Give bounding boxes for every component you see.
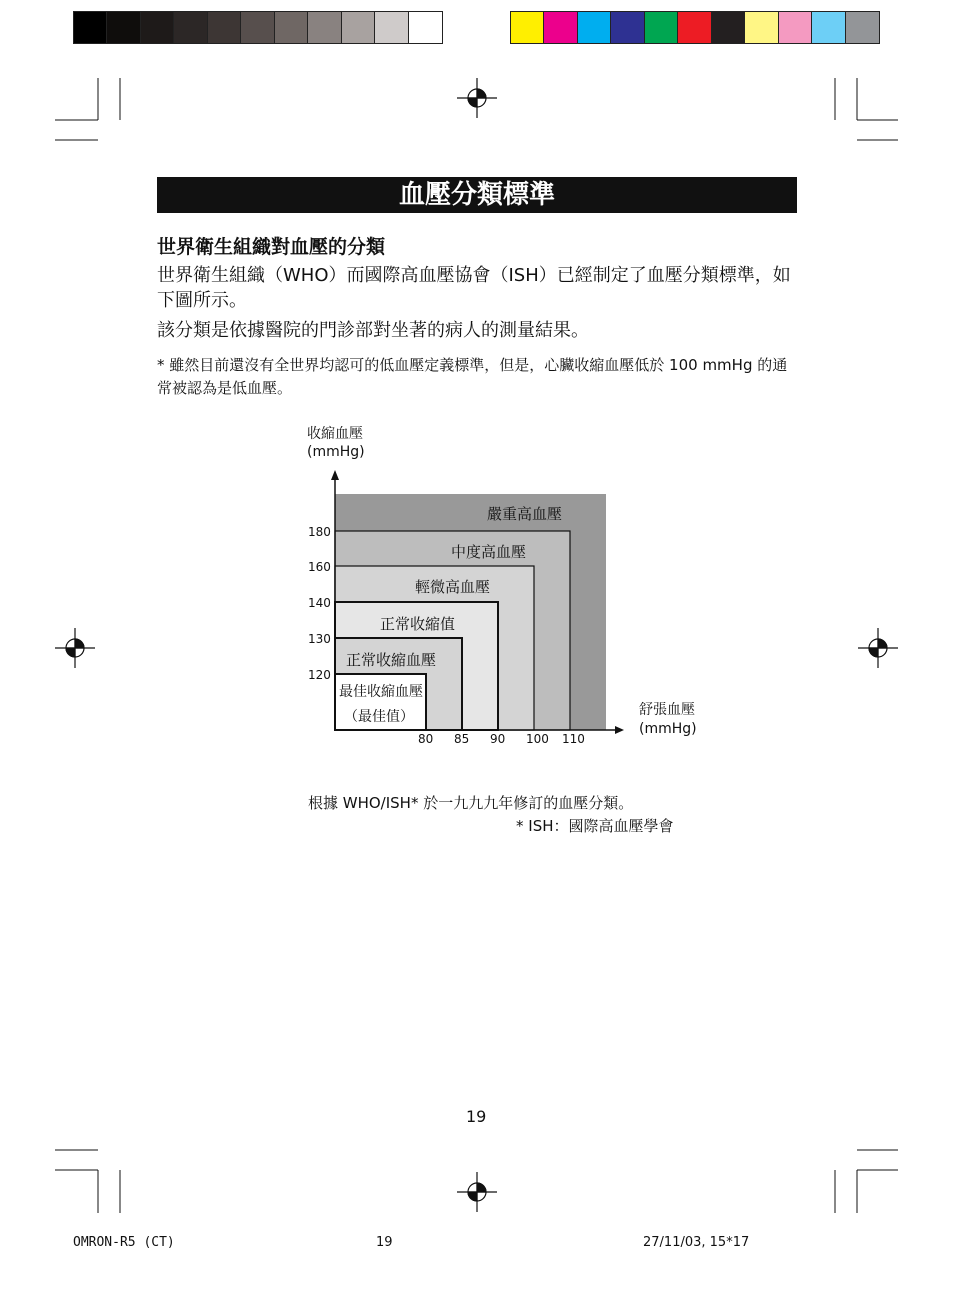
y-tick-label: 180 [308, 525, 331, 539]
x-tick-label: 100 [526, 732, 549, 746]
region-label: 最佳收縮血壓 [339, 684, 423, 700]
region-label: 正常收縮值 [380, 615, 456, 633]
footer-center: 19 [376, 1235, 393, 1250]
section-heading: 世界衛生組織對血壓的分類 [157, 236, 386, 258]
x-tick-label: 80 [418, 732, 434, 746]
region-label: 正常收縮血壓 [346, 651, 437, 669]
region-label: 中度高血壓 [451, 543, 527, 561]
footer-left: OMRON-R5 (CT) [73, 1235, 175, 1250]
x-tick-label: 85 [454, 732, 470, 746]
method-paragraph: 該分類是依據醫院的門診部對坐著的病人的測量結果。 [157, 320, 589, 341]
x-tick-label: 110 [562, 732, 585, 746]
y-tick-label: 130 [308, 632, 331, 646]
page-number: 19 [466, 1107, 487, 1126]
hypotension-note: * 雖然目前還沒有全世界均認可的低血壓定義標準，但是，心臟收縮血壓低於 100 mmHg 的通常被認為是低血壓。 [157, 356, 788, 397]
x-tick-label: 90 [490, 732, 506, 746]
region-label: 嚴重高血壓 [487, 505, 563, 523]
intro-paragraph: 世界衛生組織（WHO）而國際高血壓協會（ISH）已經制定了血壓分類標準，如下圖所示。 [157, 265, 791, 311]
y-tick-label: 140 [308, 596, 331, 610]
y-axis-label: 收縮血壓 (mmHg) [307, 426, 365, 460]
footer-right: 27/11/03, 15*17 [643, 1235, 750, 1250]
y-tick-label: 120 [308, 668, 331, 682]
x-axis-arrow [615, 726, 624, 734]
chart-caption: 根據 WHO/ISH* 於一九九九年修訂的血壓分類。 [308, 794, 634, 812]
region-sublabel: （最佳值） [344, 709, 414, 725]
y-tick-label: 160 [308, 560, 331, 574]
region-label: 輕微高血壓 [415, 578, 491, 596]
x-axis-label: 舒張血壓 (mmHg) [639, 702, 697, 737]
page-title: 血壓分類標準 [157, 177, 797, 213]
ish-footnote: * ISH：國際高血壓學會 [516, 817, 674, 835]
y-axis-arrow [331, 470, 339, 480]
